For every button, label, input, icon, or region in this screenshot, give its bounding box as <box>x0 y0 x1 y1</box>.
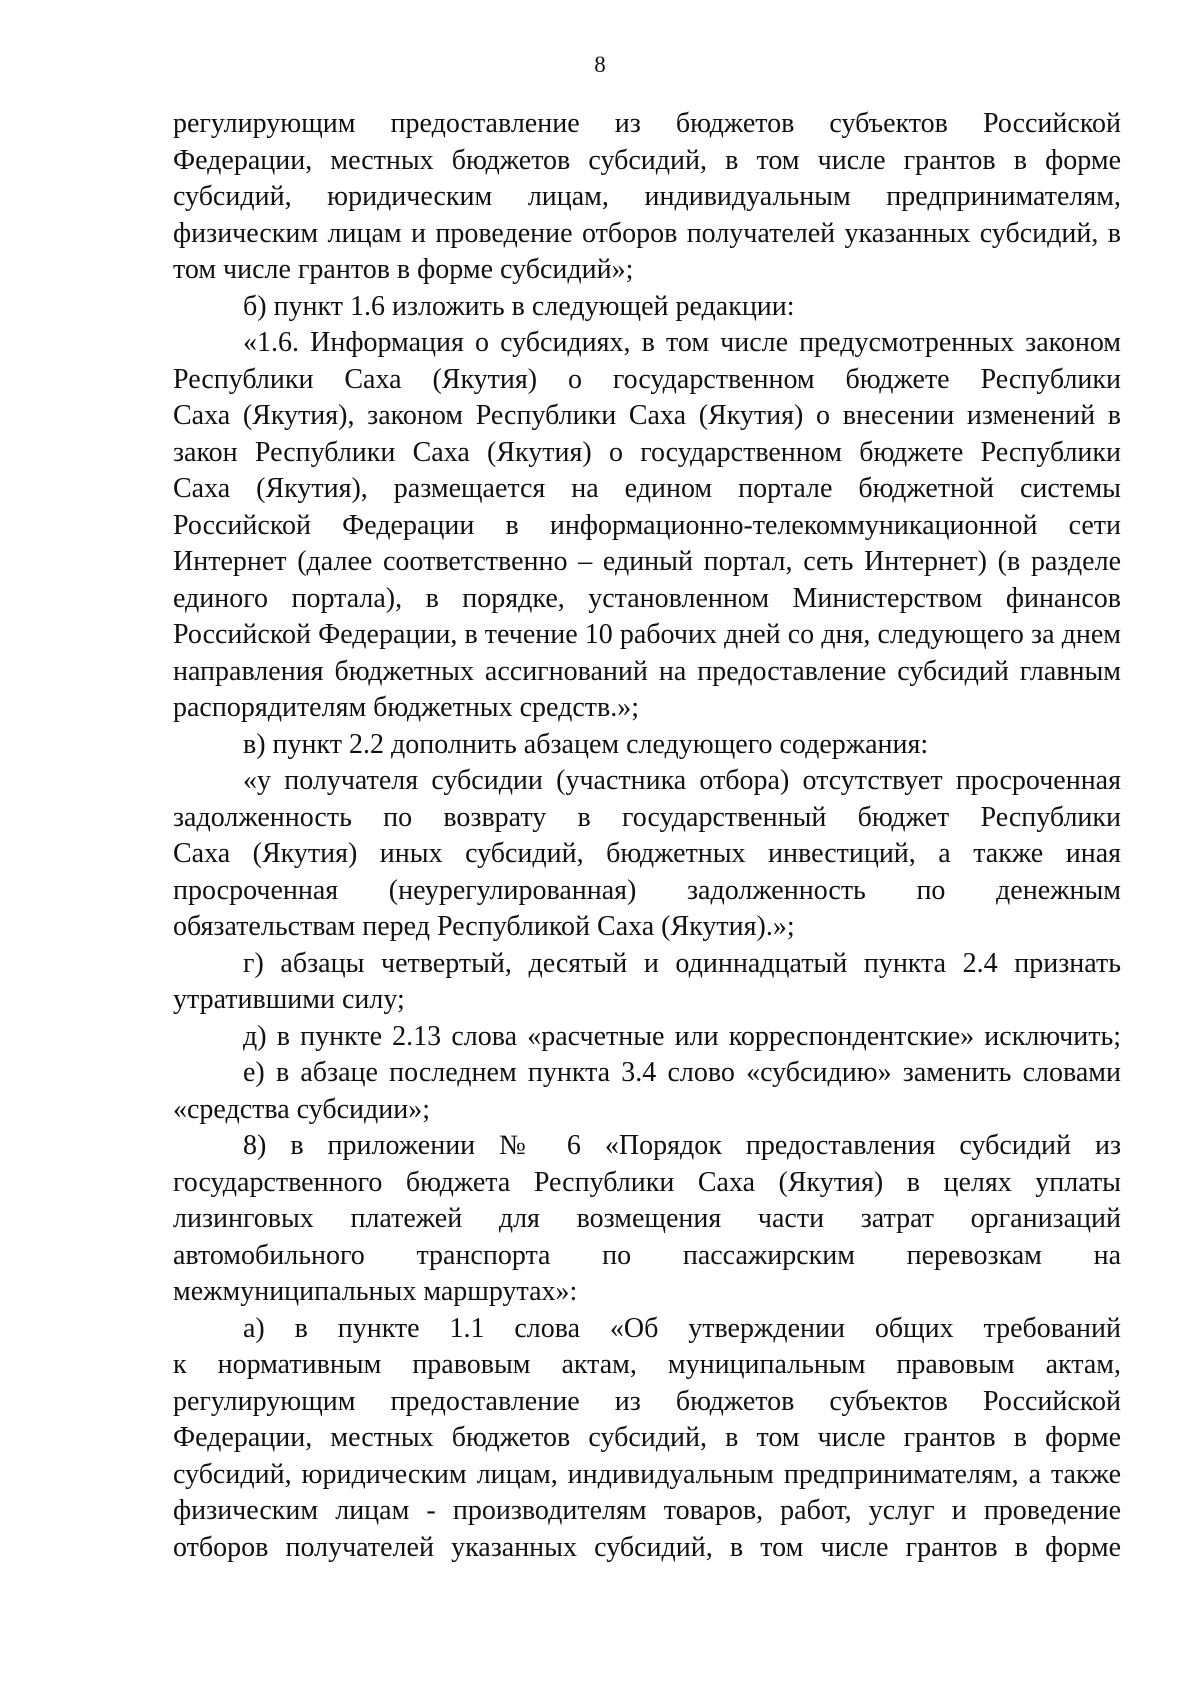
text-line: том числе грантов в форме субсидий»; <box>173 254 634 285</box>
text-line: д) в пункте 2.13 слова «расчетные или корреспондентские» исключить; <box>243 1020 1121 1052</box>
text-line: к нормативным правовым актам, муниципальным правовым актам, <box>173 1349 1121 1380</box>
text-line: а) в пункте 1.1 слова «Об утверждении общих требований <box>243 1312 1121 1344</box>
text-line: Федерации, местных бюджетов субсидий, в том числе грантов в форме <box>173 1422 1121 1453</box>
text-line: закон Республики Саха (Якутия) о государственном бюджете Республики <box>173 436 1121 468</box>
text-line: «у получателя субсидии (участника отбора) отсутствует просроченная <box>243 765 1121 796</box>
text-line: государственного бюджета Республики Саха (Якутия) в целях уплаты <box>173 1166 1121 1198</box>
text-line: г) абзацы четвертый, десятый и одиннадцатый пункта 2.4 признать <box>243 947 1121 979</box>
text-line: в) пункт 2.2 дополнить абзацем следующего содержания: <box>243 728 929 760</box>
page-number: 8 <box>594 52 606 77</box>
text-line: распорядителям бюджетных средств.»; <box>173 692 640 723</box>
text-line: «средства субсидии»; <box>173 1093 431 1125</box>
text-line: задолженность по возврату в государственный бюджет Республики <box>173 801 1121 833</box>
text-line: лизинговых платежей для возмещения части затрат организаций <box>173 1203 1121 1234</box>
text-line: регулирующим предоставление из бюджетов субъектов Российской <box>173 1385 1121 1417</box>
text-line: Республики Саха (Якутия) о государственном бюджете Республики <box>173 363 1121 395</box>
text-line: субсидий, юридическим лицам, индивидуальным предпринимателям, <box>173 181 1121 212</box>
text-line: единого портала), в порядке, установленном Министерством финансов <box>173 582 1121 614</box>
text-line: Саха (Якутия) иных субсидий, бюджетных инвестиций, а также иная <box>173 838 1121 869</box>
text-line: «1.6. Информация о субсидиях, в том числе предусмотренных законом <box>243 327 1121 358</box>
document-body <box>173 106 1121 1566</box>
text-line: физическим лицам и проведение отборов получателей указанных субсидий, в <box>173 217 1121 249</box>
text-line: 8) в приложении № 6 «Порядок предоставления субсидий из <box>243 1130 1121 1161</box>
text-line: отборов получателей указанных субсидий, в том числе грантов в форме <box>173 1531 1121 1563</box>
text-line: е) в абзаце последнем пункта 3.4 слово «субсидию» заменить словами <box>243 1057 1121 1088</box>
text-line: физическим лицам - производителям товаров, работ, услуг и проведение <box>173 1495 1121 1526</box>
text-line: межмуниципальных маршрутах»: <box>173 1276 578 1307</box>
text-line: б) пункт 1.6 изложить в следующей редакции: <box>243 290 795 322</box>
text-line: автомобильного транспорта по пассажирским перевозкам на <box>173 1239 1121 1271</box>
text-line: обязательствам перед Республикой Саха (Якутия).»; <box>173 911 795 942</box>
text-line: субсидий, юридическим лицам, индивидуальным предпринимателям, а также <box>173 1458 1121 1490</box>
text-line: Федерации, местных бюджетов субсидий, в том числе грантов в форме <box>173 144 1121 176</box>
text-line: Саха (Якутия), размещается на едином портале бюджетной системы <box>173 473 1121 504</box>
text-line: Российской Федерации в информационно-телекоммуникационной сети <box>173 509 1121 541</box>
text-line: Интернет (далее соответственно – единый портал, сеть Интернет) (в разделе <box>173 546 1121 577</box>
text-line: Саха (Якутия), законом Республики Саха (Якутия) о внесении изменений в <box>173 400 1121 431</box>
text-line: просроченная (неурегулированная) задолженность по денежным <box>173 874 1121 906</box>
text-line: регулирующим предоставление из бюджетов субъектов Российской <box>173 108 1121 139</box>
text-line: направления бюджетных ассигнований на предоставление субсидий главным <box>173 655 1121 687</box>
text-line: Российской Федерации, в течение 10 рабочих дней со дня, следующего за днем <box>173 619 1121 650</box>
text-line: утратившими силу; <box>173 984 405 1015</box>
